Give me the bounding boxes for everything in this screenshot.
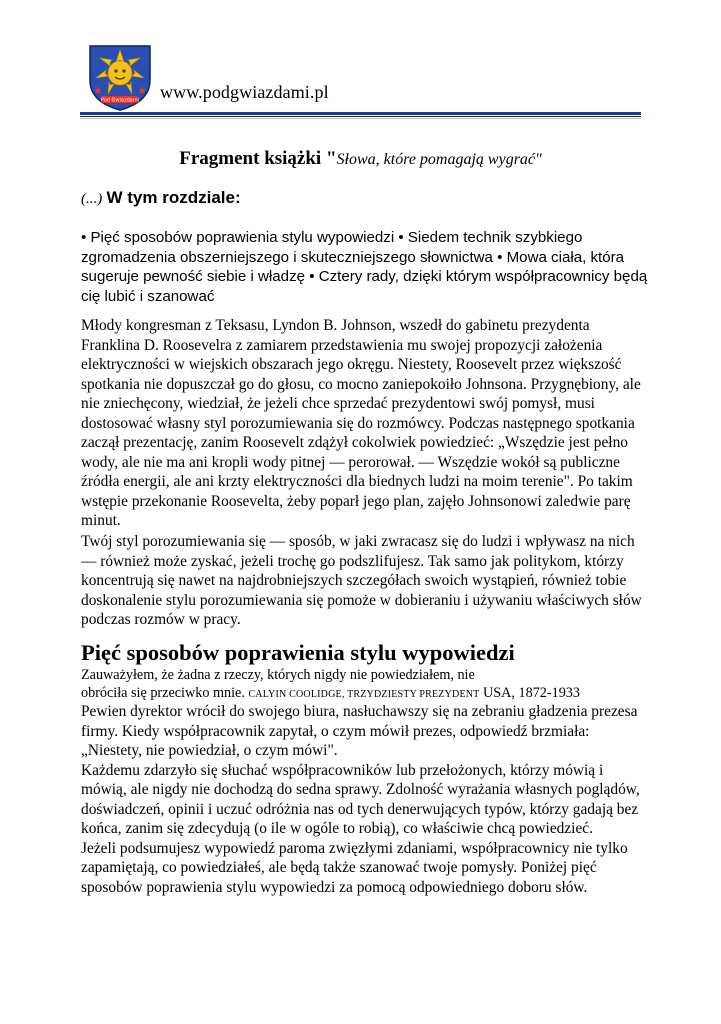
title-quote-mark: " — [325, 148, 337, 169]
svg-text:Pod Gwiazdami: Pod Gwiazdami — [100, 97, 140, 104]
chapter-ellipsis: (...) — [81, 191, 103, 207]
document-title — [0, 148, 721, 170]
section-heading: Pięć sposobów poprawienia stylu wypowiedzi — [81, 640, 515, 665]
chapter-summary-bullets: • Pięć sposobów poprawienia stylu wypowiedzi • Siedem technik szybkiego zgromadzenia obszerniejszego i skuteczniejszego słownictwa • Mowa ciała, która sugeruje pewność siebie i władzę • Cztery rady, dzięki którym współpracownicy będą cię lubić i szanować — [81, 229, 648, 305]
site-url[interactable]: www.podgwiazdami.pl — [160, 82, 329, 102]
paragraph-johnson-story: Młody kongresman z Teksasu, Lyndon B. Johnson, wszedł do gabinetu prezydenta Franklina D. Roosevelra z zamiarem przedstawienia mu swojej propozycji założenia elektryczności w wiejskich obszarach jego okręgu. Niestety, Roosevelt przez większość spotkania nie dopuszczał go do głosu, co mocno zaniepokoiło Johnsona. Przygnębiony, ale nie zniechęcony, wiedział, że jeżeli chce sprzedać prezydentowi swój pomysł, musi dostosować własny styl porozumiewania się do rozmówcy. Podczas następnego spotkania zaczął prezentację, zanim Roosevelt zdążył cokolwiek powiedzieć: „Wszędzie jest pełno wody, ale nie ma ani kropli wody pitnej — perorował. — Wszędzie wokół są publiczne źródła energii, ale ani krzty elektryczności dla biednych ludzi na moim terenie". Po takim wstępie przekonanie Roosevelta, żeby poparł jego plan, zajęło Johnsonowi zaledwie parę minut. — [81, 317, 641, 529]
section-body-paragraph-3: Jeżeli podsumujesz wypowiedź paroma zwięzłymi zdaniami, współpracownicy nie tylko zapamiętają, co powiedziałeś, ale będą także szanować twoje pomysły. Poniżej pięć sposobów poprawienia stylu wypowiedzi za pomocą odpowiedniego doboru słów. — [81, 839, 628, 896]
quote-line-2: obróciła się przeciwko mnie. CALYIN COOLIDGE, TRZYDZIESTY PREZYDENT USA, 1872-1933 — [81, 685, 580, 701]
header-divider-grey — [80, 118, 641, 119]
quote-line-2-text: obróciła się przeciwko mnie. — [81, 685, 245, 701]
book-title: Słowa, które pomagają wygrać" — [336, 151, 542, 168]
section-body-paragraph-1: Pewien dyrektor wrócił do swojego biura, nasłuchawszy się na zebraniu gładzenia prezesa firmy. Kiedy współpracownik zapytał, o czym mówił prezes, odpowiedź brzmiała: „Niestety, nie powiedział, o czym mówi". — [81, 703, 638, 759]
header-divider-blue — [80, 112, 641, 115]
quote-author-title: TRZYDZIESTY PREZYDENT — [347, 689, 480, 700]
quote-author: CALYIN COOLIDGE — [248, 689, 342, 700]
chapter-intro — [81, 188, 241, 208]
header-divider-dark — [80, 116, 641, 117]
section-body-paragraph-2: Każdemu zdarzyło się słuchać współpracowników lub przełożonych, którzy mówią i mówią, ale nigdy nie dochodzą do sedna sprawy. Zdolność wyrażania własnych poglądów, doświadczeń, opinii i uczuć odróżnia nas od tych denerwujących typów, którzy gadają bez końca, zanim się zdecydują (o ile w ogóle to robią), co właściwie chcą powiedzieć. — [81, 761, 640, 837]
quote-origin: USA, 1872-1933 — [483, 685, 580, 701]
coolidge-quote — [81, 666, 651, 704]
title-prefix: Fragment książki — [179, 148, 326, 169]
paragraph-communication-style: Twój styl porozumiewania się — sposób, w jaki zwracasz się do ludzi i wpływasz na nich — również może zyskać, jeżeli trochę go podszlifujesz. Tak samo jak politykom, którzy koncentrują się nawet na najdrobniejszych szczegółach swoich wystąpień, również tobie doskonalenie stylu porozumiewania się pomoże w dobieraniu i używaniu właściwych słów podczas rozmów w pracy. — [81, 533, 642, 628]
sun-shield-logo-icon[interactable] — [84, 40, 156, 112]
quote-line-1: Zauważyłem, że żadna z rzeczy, których nigdy nie powiedziałem, nie — [81, 667, 475, 683]
section-body — [81, 702, 651, 897]
chapter-label: W tym rozdziale: — [106, 188, 241, 207]
